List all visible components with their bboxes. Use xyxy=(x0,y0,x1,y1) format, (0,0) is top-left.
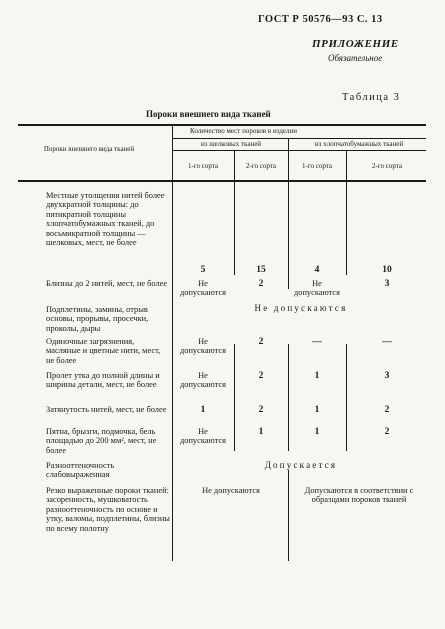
cotton-grade1-value: 1 xyxy=(314,405,320,415)
header-bottom-rule xyxy=(18,180,426,182)
column-divider xyxy=(234,150,235,275)
defect-description: Разнооттеночность слабовыраженная xyxy=(46,461,115,480)
column-divider xyxy=(172,124,173,561)
silk-grade1-value: Не допускаются xyxy=(180,371,226,390)
silk-grade1-value: 1 xyxy=(200,405,206,415)
defect-description: Подплетины, замины, отрыв основы, прорывы, просечки, проколы, дыры xyxy=(46,305,149,333)
merged-status: Допускается xyxy=(264,460,338,470)
appendix-status: Обязательное xyxy=(328,53,383,63)
cotton-grade2-value: 3 xyxy=(384,371,390,381)
appendix-label: ПРИЛОЖЕНИЕ xyxy=(312,38,399,50)
silk-grade2-value: 1 xyxy=(258,427,264,437)
table-top-rule xyxy=(18,124,426,126)
cotton-grade1-value: 1 xyxy=(314,427,320,437)
silk-grade1-value: Не допускаются xyxy=(180,337,226,356)
column-header-grade1: 1-го сорта xyxy=(187,162,219,170)
column-divider xyxy=(288,138,289,289)
cotton-grade2-value: — xyxy=(382,337,392,347)
cotton-grade2-value: 3 xyxy=(384,279,390,289)
silk-grade2-value: 2 xyxy=(258,405,264,415)
defect-description: Резко выраженные пороки тканей: засоренность, мушковатость разнооттеночность по основе и утку, валомы, подплетины, близны по всему полотну xyxy=(46,486,170,533)
standard-reference: ГОСТ Р 50576—93 С. 13 xyxy=(258,14,383,25)
header-sub-rule xyxy=(172,150,426,151)
silk-grade1-value: 5 xyxy=(200,265,206,275)
defect-description: Пролет утка до полной длины и ширины детали, мест, не более xyxy=(46,371,160,390)
silk-merged-status: Не допускаются xyxy=(202,486,260,495)
silk-grade1-value: Не допускаются xyxy=(180,279,226,298)
cotton-grade1-value: Не допускаются xyxy=(294,279,340,298)
cotton-grade2-value: 10 xyxy=(382,265,392,275)
defect-description: Близны до 2 нитей, мест, не более xyxy=(46,279,168,288)
table-title: Пороки внешнего вида тканей xyxy=(146,109,271,119)
column-header-silk: из шелковых тканей xyxy=(200,140,262,148)
silk-grade1-value: Не допускаются xyxy=(180,427,226,446)
column-header-cotton: из хлопчатобумажных тканей xyxy=(314,140,404,148)
cotton-grade2-value: 2 xyxy=(384,405,390,415)
column-header-count: Количество мест пороков в изделии xyxy=(190,127,298,135)
silk-grade2-value: 15 xyxy=(256,265,266,275)
cotton-merged-status: Допускаются в соответствии с образцами пороков тканей xyxy=(304,486,414,505)
defect-description: Одиночные загрязнения, масляные и цветные нити, мест, не более xyxy=(46,337,161,365)
defect-description: Затянутость нитей, мест, не более xyxy=(46,405,167,414)
column-divider xyxy=(288,344,289,451)
column-header-defects: Пороки внешнего вида тканей xyxy=(43,145,135,153)
cotton-grade2-value: 2 xyxy=(384,427,390,437)
cotton-grade1-value: 4 xyxy=(314,265,320,275)
column-header-grade2: 2-го сорта xyxy=(371,162,403,170)
column-divider xyxy=(234,344,235,451)
defect-description: Местные утолщения нитей более двухкратной толщины: до пятикратной толщины хлопчатобумажных тканей, до восьмикратной толщины — шелковых, мест, не более xyxy=(46,191,165,248)
defect-description: Пятна, брызги, подмочка, бель площадью до 200 мм², мест, не более xyxy=(46,427,157,455)
column-divider xyxy=(346,344,347,451)
column-header-grade1: 1-го сорта xyxy=(301,162,333,170)
merged-status: Не допускаются xyxy=(254,303,348,313)
silk-grade2-value: 2 xyxy=(258,337,264,347)
header-mid-rule xyxy=(172,138,426,139)
column-divider xyxy=(288,470,289,561)
column-header-grade2: 2-го сорта xyxy=(245,162,277,170)
cotton-grade1-value: — xyxy=(312,337,322,347)
cotton-grade1-value: 1 xyxy=(314,371,320,381)
column-divider xyxy=(346,150,347,275)
silk-grade2-value: 2 xyxy=(258,371,264,381)
table-number: Таблица 3 xyxy=(342,92,401,103)
silk-grade2-value: 2 xyxy=(258,279,264,289)
